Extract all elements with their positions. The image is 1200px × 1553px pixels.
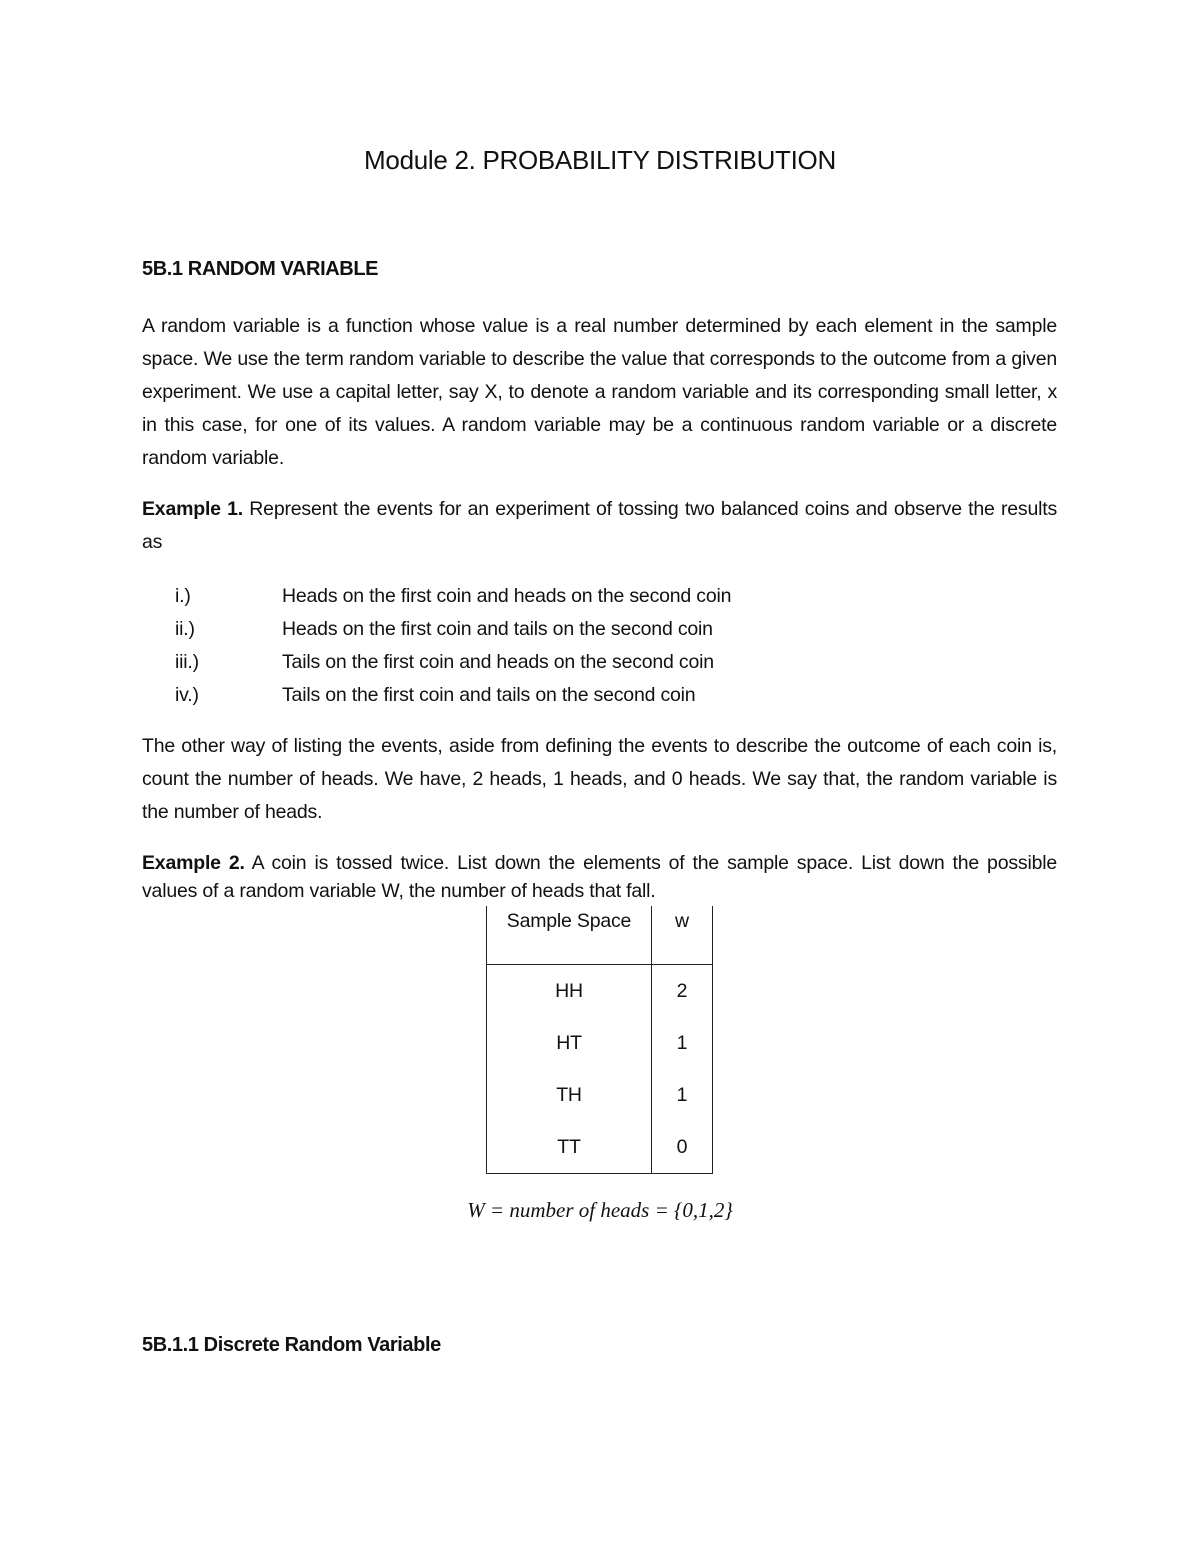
- section-heading-random-variable: 5B.1 RANDOM VARIABLE: [142, 258, 379, 280]
- list-item-text: Tails on the first coin and heads on the second coin: [282, 651, 714, 673]
- table-cell: TH: [487, 1069, 652, 1121]
- section-heading-discrete-random-variable: 5B.1.1 Discrete Random Variable: [142, 1334, 441, 1356]
- list-item-number: ii.): [175, 618, 195, 640]
- example-2-paragraph: [142, 849, 1057, 905]
- list-item-text: Tails on the first coin and tails on the second coin: [282, 684, 696, 706]
- example-1-label: Example 1.: [142, 498, 243, 520]
- list-item-text: Heads on the first coin and heads on the second coin: [282, 585, 732, 607]
- list-item: [142, 679, 1057, 712]
- table-cell: 1: [652, 1017, 713, 1069]
- list-item: [142, 613, 1057, 646]
- example-1-followup: The other way of listing the events, aside from defining the events to describe the outcome of each coin is, count the number of heads. We have, 2 heads, 1 heads, and 0 heads. We say that, the random variable is the number of heads.: [142, 735, 1057, 823]
- table-header-row: [487, 906, 713, 965]
- random-variable-definition: A random variable is a function whose value is a real number determined by each element in the sample space. We use the term random variable to describe the value that corresponds to the outcome from a given experiment. We use a capital letter, say X, to denote a random variable and its corresponding small letter, x in this case, for one of its values. A random variable may be a continuous random variable or a discrete random variable.: [142, 315, 1057, 469]
- example-2-label: Example 2.: [142, 852, 245, 874]
- table-cell: 1: [652, 1069, 713, 1121]
- example-2-text: A coin is tossed twice. List down the elements of the sample space. List down the possible values of a random variable W, the number of heads that fall.: [142, 852, 1058, 902]
- list-item: [142, 646, 1057, 679]
- table-row: [487, 965, 713, 1018]
- table-row: [487, 1069, 713, 1121]
- example-1-paragraph: [142, 493, 1057, 559]
- table-cell: HT: [487, 1017, 652, 1069]
- table-cell: 0: [652, 1121, 713, 1174]
- table-header-w: w: [652, 906, 713, 965]
- list-item-number: i.): [175, 585, 191, 607]
- example-1-text: Represent the events for an experiment of tossing two balanced coins and observe the results as: [142, 498, 1057, 553]
- document-title: Module 2. PROBABILITY DISTRIBUTION: [364, 145, 836, 175]
- list-item-number: iv.): [175, 684, 199, 706]
- table-row: [487, 1121, 713, 1174]
- table-row: [487, 1017, 713, 1069]
- table-cell: 2: [652, 965, 713, 1018]
- list-item: [142, 580, 1057, 613]
- table-cell: TT: [487, 1121, 652, 1174]
- table-cell: HH: [487, 965, 652, 1018]
- list-item-text: Heads on the first coin and tails on the second coin: [282, 618, 713, 640]
- sample-space-table: [486, 906, 713, 1174]
- table-header-sample-space: Sample Space: [487, 906, 652, 965]
- random-variable-formula: W = number of heads = {0,1,2}: [467, 1198, 733, 1222]
- list-item-number: iii.): [175, 651, 199, 673]
- example-1-event-list: [142, 580, 1057, 712]
